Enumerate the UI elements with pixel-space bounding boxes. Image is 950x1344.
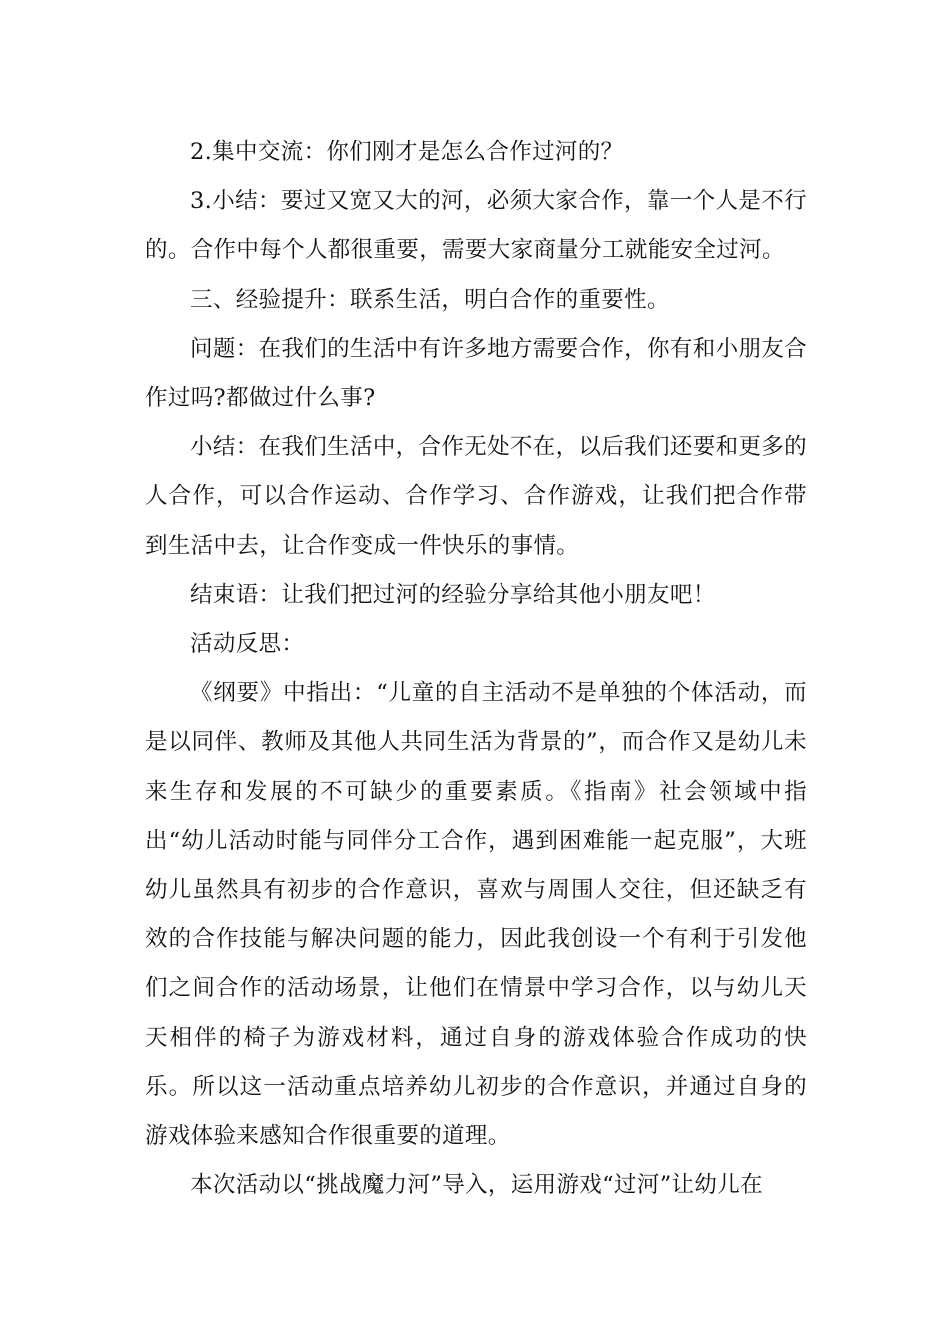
paragraph-reflection-guidelines: 《纲要》中指出：“儿童的自主活动不是单独的个体活动，而是以同伴、教师及其他人共同生活为背景的”，而合作又是幼儿未来生存和发展的不可缺少的重要素质。《指南》社会领域中指出“幼儿活动时能与同伴分工合作，遇到困难能一起克服”，大班幼儿虽然具有初步的合作意识，喜欢与周围人交往，但还缺乏有效的合作技能与解决问题的能力，因此我创设一个有利于引发他们之间合作的活动场景，让他们在情景中学习合作，以与幼儿天天相伴的椅子为游戏材料，通过自身的游戏体验合作成功的快乐。所以这一活动重点培养幼儿初步的合作意识，并通过自身的游戏体验来感知合作很重要的道理。 [145,680,807,1150]
paragraph-closing: 结束语：让我们把过河的经验分享给其他小朋友吧！ [190,581,716,608]
heading-reflection: 活动反思： [190,631,305,658]
paragraph-reflection-activity: 本次活动以“挑战魔力河”导入，运用游戏“过河”让幼儿在 [190,1172,763,1199]
paragraph-summary-river: 3.小结：要过又宽又大的河，必须大家合作，靠一个人是不行的。合作中每个人都很重要，需要大家商量分工就能安全过河。 [145,188,807,264]
paragraph-summary-life: 小结：在我们生活中，合作无处不在，以后我们还要和更多的人合作，可以合作运动、合作学习、合作游戏，让我们把合作带到生活中去，让合作变成一件快乐的事情。 [145,434,807,559]
document-body [145,128,807,1210]
paragraph-exchange: 2.集中交流：你们刚才是怎么合作过河的？ [190,139,624,165]
paragraph-question: 问题：在我们的生活中有许多地方需要合作，你有和小朋友合作过吗?都做过什么事? [145,335,807,412]
section-heading-experience: 三、经验提升：联系生活，明白合作的重要性。 [190,286,670,313]
